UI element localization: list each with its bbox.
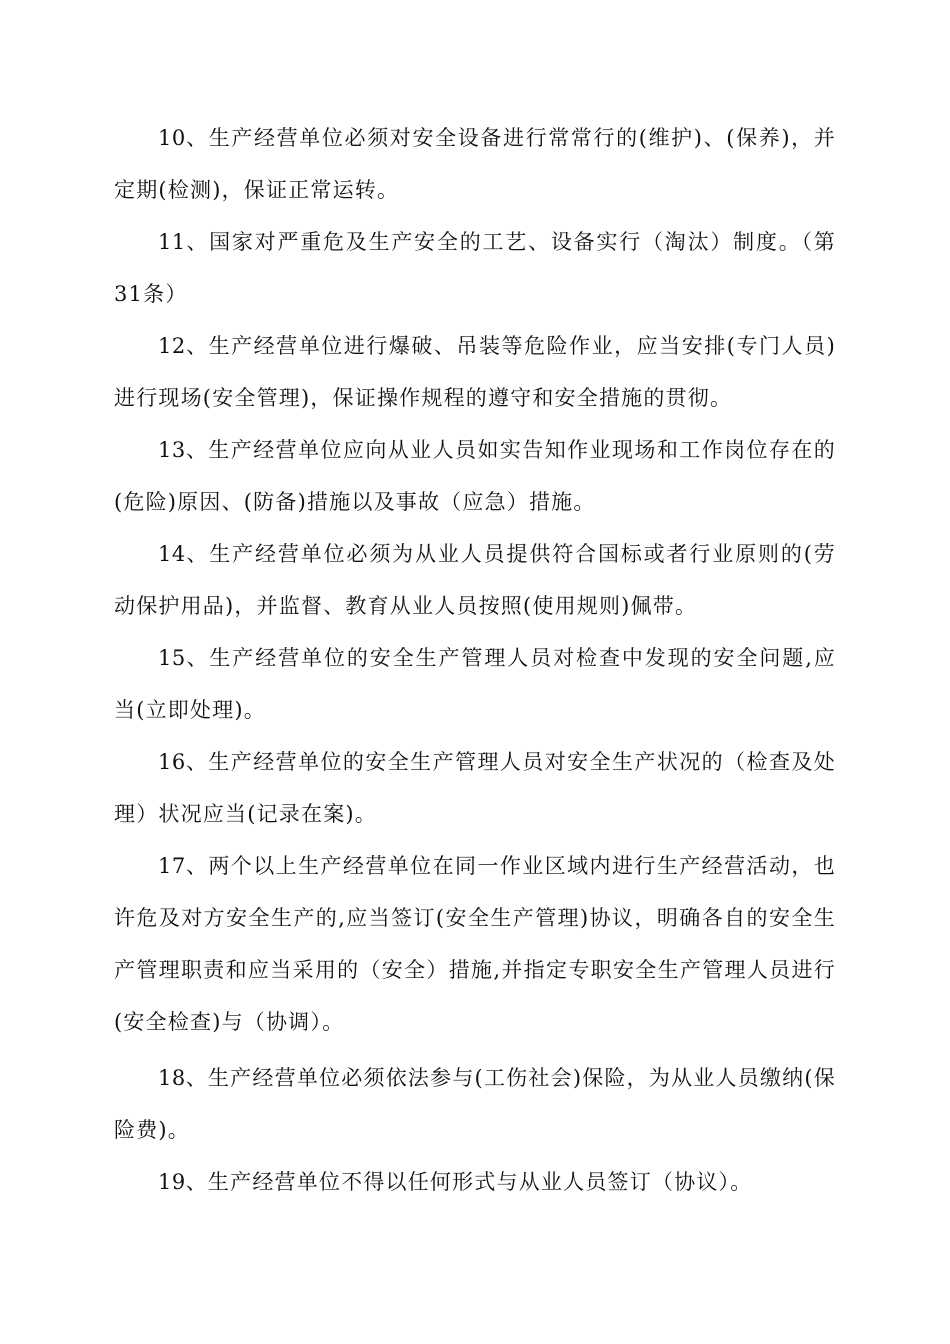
item-number: 17: [158, 854, 186, 878]
list-item: [114, 216, 836, 320]
item-number: 11: [158, 230, 186, 254]
item-text: 、生产经营单位必须依法参与(工伤社会)保险，为从业人员缴纳(保险费)。: [114, 1066, 836, 1142]
list-item: [114, 840, 836, 1048]
list-item: [114, 736, 836, 840]
item-number: 12: [158, 334, 186, 358]
item-number: 16: [158, 750, 186, 774]
list-item: [114, 1052, 836, 1156]
item-text: 、生产经营单位必须为从业人员提供符合国标或者行业原则的(劳动保护用品)，并监督、教育从业人员按照(使用规则)佩带。: [114, 542, 836, 618]
item-text: 、国家对严重危及生产安全的工艺、设备实行（淘汰）制度。（第31条）: [114, 230, 836, 306]
item-text: 、生产经营单位应向从业人员如实告知作业现场和工作岗位存在的(危险)原因、(防备)措施以及事故（应急）措施。: [114, 438, 836, 514]
list-item: [114, 424, 836, 528]
list-item: [114, 528, 836, 632]
item-text: 、生产经营单位的安全生产管理人员对安全生产状况的（检查及处理）状况应当(记录在案)。: [114, 750, 836, 826]
item-number: 13: [158, 438, 186, 462]
item-text: 、生产经营单位不得以任何形式与从业人员签订（协议）。: [185, 1170, 753, 1194]
list-item: [114, 320, 836, 424]
item-number: 19: [158, 1170, 186, 1194]
list-item: [114, 632, 836, 736]
item-text: 、生产经营单位的安全生产管理人员对检查中发现的安全问题,应当(立即处理)。: [114, 646, 836, 722]
item-text: 、生产经营单位进行爆破、吊装等危险作业，应当安排(专门人员)进行现场(安全管理)，保证操作规程的遵守和安全措施的贯彻。: [114, 334, 836, 410]
list-item: [114, 112, 836, 216]
list-item: [114, 1156, 836, 1208]
item-number: 10: [158, 126, 186, 150]
item-number: 15: [158, 646, 186, 670]
item-number: 14: [158, 542, 186, 566]
item-text: 、两个以上生产经营单位在同一作业区域内进行生产经营活动，也许危及对方安全生产的,应当签订(安全生产管理)协议，明确各自的安全生产管理职责和应当采用的（安全）措施,并指定专职安全生产管理人员进行(安全检查)与（协调）。: [114, 854, 836, 1034]
item-number: 18: [158, 1066, 186, 1090]
item-text: 、生产经营单位必须对安全设备进行常常行的(维护)、(保养)，并定期(检测)，保证正常运转。: [114, 126, 836, 202]
